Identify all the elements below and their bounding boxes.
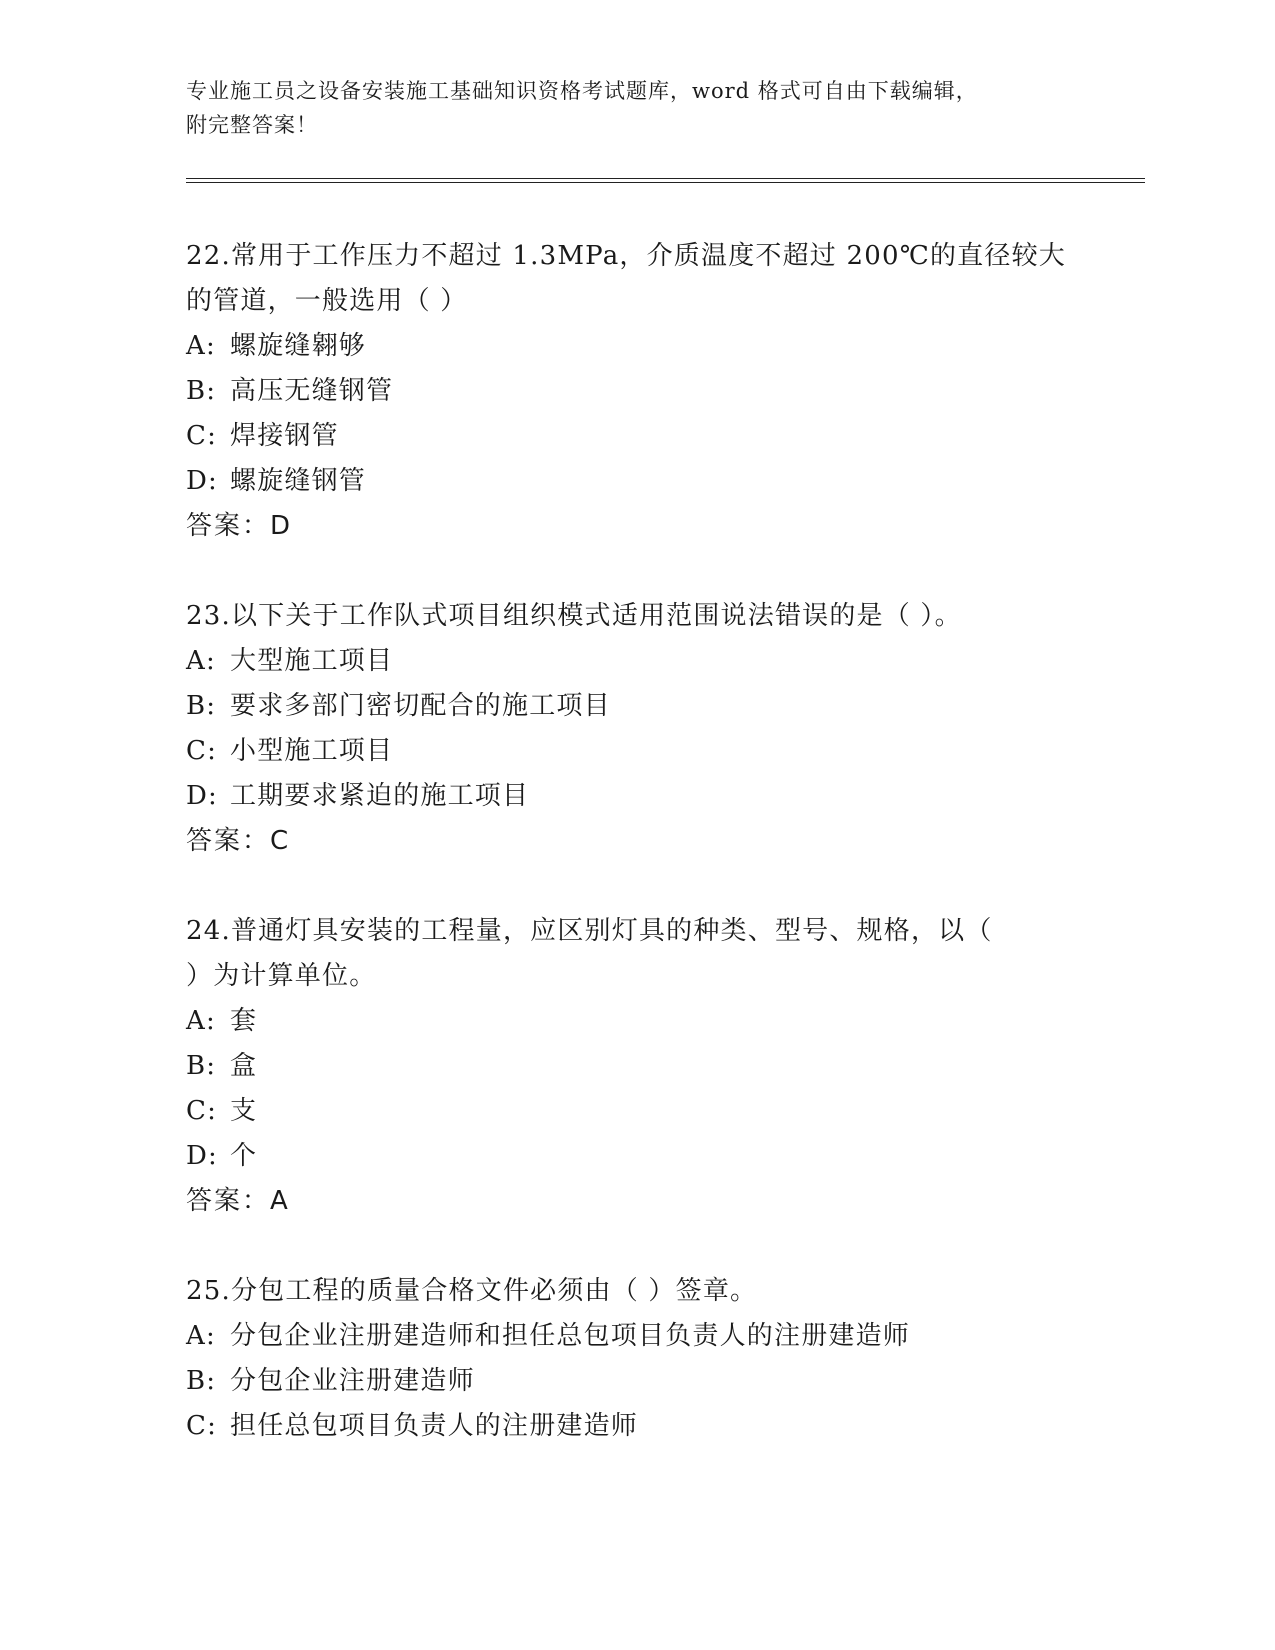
option-text: 担任总包项目负责人的注册建造师 bbox=[230, 1411, 639, 1441]
question-stem-line: 25.分包工程的质量合格文件必须由（ ）签章。 bbox=[186, 1276, 758, 1306]
option-a bbox=[186, 324, 1086, 369]
option-letter: B: bbox=[186, 376, 217, 406]
option-d bbox=[186, 1134, 1086, 1179]
question-22 bbox=[186, 234, 1086, 549]
answer-value: A bbox=[270, 1186, 290, 1216]
question-stem-line: 24.普通灯具安装的工程量，应区别灯具的种类、型号、规格，以（ bbox=[186, 916, 993, 946]
option-text: 螺旋缝翱够 bbox=[230, 331, 367, 361]
header-line-2: 附完整答案！ bbox=[186, 113, 318, 137]
option-a bbox=[186, 999, 1086, 1044]
option-a bbox=[186, 639, 1086, 684]
option-letter: B: bbox=[186, 1051, 217, 1081]
option-text: 支 bbox=[230, 1096, 258, 1126]
option-text: 螺旋缝钢管 bbox=[230, 466, 367, 496]
question-stem bbox=[186, 909, 1086, 999]
option-letter: D: bbox=[186, 466, 219, 496]
option-text: 小型施工项目 bbox=[230, 736, 394, 766]
option-letter: A: bbox=[186, 1321, 216, 1351]
header-divider-bottom bbox=[186, 182, 1145, 183]
question-stem-line: 22.常用于工作压力不超过 1.3MPa，介质温度不超过 200℃的直径较大 bbox=[186, 241, 1066, 271]
option-c bbox=[186, 1404, 1086, 1449]
answer-line bbox=[186, 1179, 1086, 1224]
answer-value: D bbox=[270, 511, 292, 541]
question-24 bbox=[186, 909, 1086, 1224]
question-stem-line: 的管道，一般选用（ ） bbox=[186, 286, 468, 316]
option-text: 高压无缝钢管 bbox=[230, 376, 394, 406]
option-b bbox=[186, 1044, 1086, 1089]
option-letter: A: bbox=[186, 646, 216, 676]
document-header bbox=[186, 74, 1066, 142]
option-text: 要求多部门密切配合的施工项目 bbox=[230, 691, 611, 721]
header-line-1: 专业施工员之设备安装施工基础知识资格考试题库，word 格式可自由下载编辑， bbox=[186, 79, 978, 103]
option-letter: D: bbox=[186, 781, 219, 811]
option-letter: D: bbox=[186, 1141, 219, 1171]
option-letter: C: bbox=[186, 1411, 218, 1441]
option-a bbox=[186, 1314, 1086, 1359]
option-b bbox=[186, 369, 1086, 414]
option-text: 大型施工项目 bbox=[230, 646, 394, 676]
option-text: 套 bbox=[230, 1006, 258, 1036]
option-text: 分包企业注册建造师和担任总包项目负责人的注册建造师 bbox=[230, 1321, 911, 1351]
option-letter: B: bbox=[186, 691, 217, 721]
answer-line bbox=[186, 504, 1086, 549]
option-letter: C: bbox=[186, 736, 218, 766]
option-text: 盒 bbox=[230, 1051, 258, 1081]
question-23 bbox=[186, 594, 1086, 864]
option-c bbox=[186, 729, 1086, 774]
option-text: 工期要求紧迫的施工项目 bbox=[230, 781, 530, 811]
question-25 bbox=[186, 1269, 1086, 1449]
question-stem bbox=[186, 234, 1086, 324]
option-c bbox=[186, 1089, 1086, 1134]
option-letter: C: bbox=[186, 421, 218, 451]
question-stem bbox=[186, 594, 1086, 639]
header-divider-top bbox=[186, 178, 1145, 179]
option-b bbox=[186, 684, 1086, 729]
answer-value: C bbox=[270, 826, 290, 856]
question-stem-line: ）为计算单位。 bbox=[186, 961, 377, 991]
option-text: 焊接钢管 bbox=[230, 421, 339, 451]
option-text: 分包企业注册建造师 bbox=[230, 1366, 475, 1396]
answer-line bbox=[186, 819, 1086, 864]
question-stem bbox=[186, 1269, 1086, 1314]
question-stem-line: 23.以下关于工作队式项目组织模式适用范围说法错误的是（ ）。 bbox=[186, 601, 962, 631]
option-letter: C: bbox=[186, 1096, 218, 1126]
option-b bbox=[186, 1359, 1086, 1404]
option-d bbox=[186, 774, 1086, 819]
option-text: 个 bbox=[230, 1141, 258, 1171]
option-c bbox=[186, 414, 1086, 459]
answer-label: 答案： bbox=[186, 826, 271, 856]
option-d bbox=[186, 459, 1086, 504]
answer-label: 答案： bbox=[186, 511, 271, 541]
option-letter: B: bbox=[186, 1366, 217, 1396]
option-letter: A: bbox=[186, 331, 216, 361]
question-list bbox=[186, 234, 1086, 1494]
answer-label: 答案： bbox=[186, 1186, 271, 1216]
option-letter: A: bbox=[186, 1006, 216, 1036]
